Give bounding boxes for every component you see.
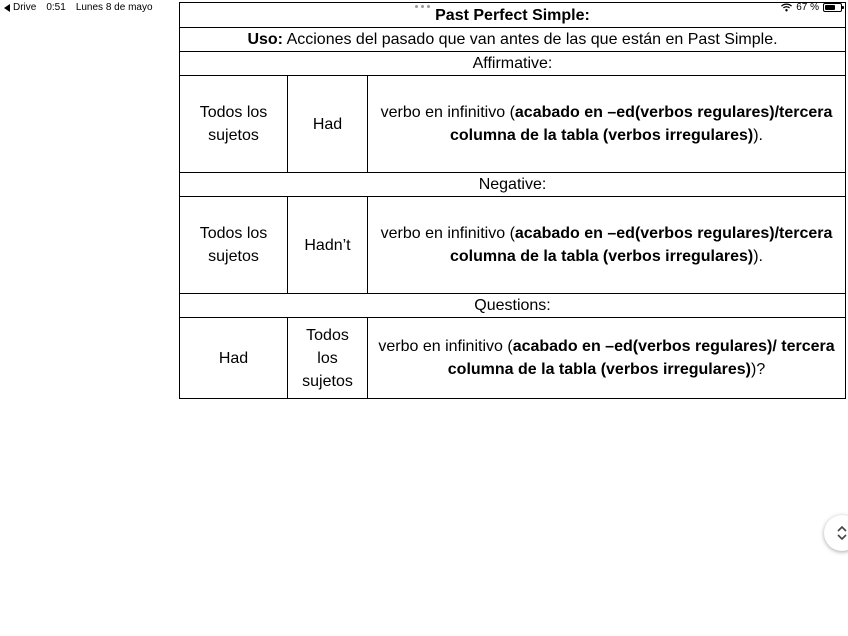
page-scroll-control[interactable] [824, 515, 848, 551]
chevron-down-icon[interactable] [837, 534, 847, 541]
back-arrow-icon [4, 4, 10, 12]
affirmative-row [180, 76, 846, 173]
affirmative-header: Affirmative: [180, 52, 846, 76]
negative-verb-plain: verbo en infinitivo ( [380, 225, 515, 242]
questions-auxiliary: Had [180, 318, 288, 399]
uso-label: Uso: [247, 31, 283, 48]
questions-verb [368, 318, 846, 399]
affirmative-verb-bold: acabado en –ed(verbos regulares)/tercera columna de la tabla (verbos irregulares) [450, 104, 833, 144]
negative-subject: Todos los sujetos [180, 197, 288, 294]
affirmative-subject: Todos los sujetos [180, 76, 288, 173]
negative-verb-bold: acabado en –ed(verbos regulares)/tercera columna de la tabla (verbos irregulares) [450, 225, 833, 265]
negative-header: Negative: [180, 173, 846, 197]
affirmative-auxiliary: Had [288, 76, 368, 173]
questions-subject: Todos los sujetos [288, 318, 368, 399]
questions-header: Questions: [180, 294, 846, 318]
status-bar-left [4, 2, 153, 13]
uso-text: Acciones del pasado que van antes de las que están en Past Simple. [286, 31, 778, 48]
questions-verb-end: )? [750, 361, 766, 378]
questions-row [180, 318, 846, 399]
chevron-up-icon[interactable] [837, 525, 847, 532]
table-title: Past Perfect Simple: [180, 3, 846, 28]
negative-auxiliary: Hadn’t [288, 197, 368, 294]
grammar-table [179, 2, 846, 399]
back-app-label: Drive [13, 2, 37, 13]
uso-row [180, 28, 846, 52]
battery-percent: 67 % [796, 2, 819, 13]
negative-row [180, 197, 846, 294]
questions-verb-plain: verbo en infinitivo ( [378, 338, 513, 355]
status-time: 0:51 [46, 2, 66, 13]
questions-verb-bold: acabado en –ed(verbos regulares)/ tercera columna de la tabla (verbos irregulares) [447, 338, 835, 378]
negative-verb [368, 197, 846, 294]
back-to-app-link[interactable] [4, 2, 36, 13]
affirmative-verb [368, 76, 846, 173]
affirmative-verb-plain: verbo en infinitivo ( [380, 104, 515, 121]
status-date: Lunes 8 de mayo [75, 2, 153, 13]
negative-verb-end: ). [753, 248, 763, 265]
affirmative-verb-end: ). [753, 127, 763, 144]
